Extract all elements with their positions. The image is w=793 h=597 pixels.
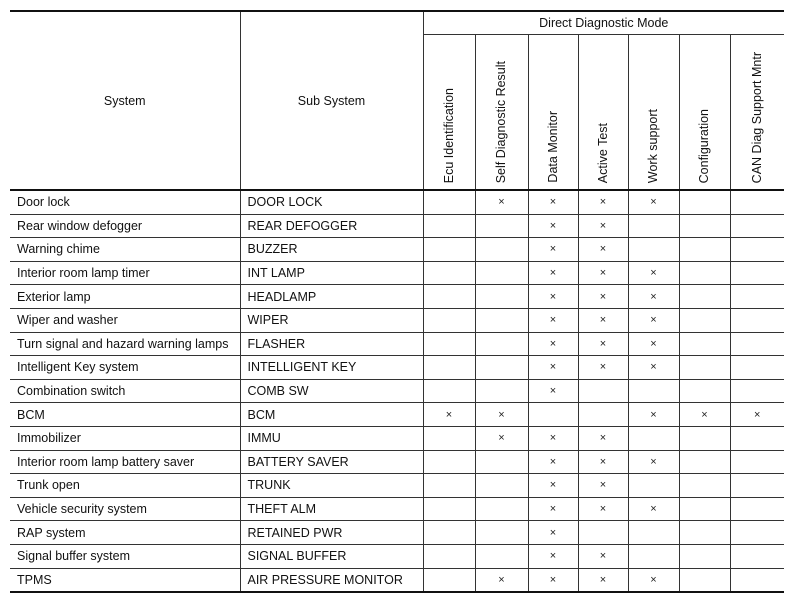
sub-system-cell: INT LAMP xyxy=(240,261,423,285)
system-cell: Turn signal and hazard warning lamps xyxy=(10,332,240,356)
system-cell: Combination switch xyxy=(10,379,240,403)
empty-cell xyxy=(730,214,784,238)
table-row xyxy=(10,190,784,214)
table-row xyxy=(10,214,784,238)
system-cell: Door lock xyxy=(10,190,240,214)
empty-cell xyxy=(423,261,475,285)
supported-mark-cell: × xyxy=(528,379,578,403)
system-cell: Vehicle security system xyxy=(10,497,240,521)
sub-system-cell: WIPER xyxy=(240,308,423,332)
empty-cell xyxy=(423,214,475,238)
header-row-top xyxy=(10,11,784,35)
sub-system-cell: THEFT ALM xyxy=(240,497,423,521)
empty-cell xyxy=(730,285,784,309)
supported-mark-cell: × xyxy=(679,403,730,427)
empty-cell xyxy=(730,332,784,356)
empty-cell xyxy=(679,261,730,285)
mode-label: Self Diagnostic Result xyxy=(494,60,509,183)
supported-mark-cell: × xyxy=(528,521,578,545)
empty-cell xyxy=(628,214,679,238)
direct-diagnostic-mode-header: Direct Diagnostic Mode xyxy=(423,11,784,35)
empty-cell xyxy=(475,238,528,262)
empty-cell xyxy=(679,450,730,474)
supported-mark-cell: × xyxy=(528,261,578,285)
empty-cell xyxy=(423,308,475,332)
supported-mark-cell: × xyxy=(578,426,628,450)
system-column-header: System xyxy=(10,11,240,190)
system-cell: Immobilizer xyxy=(10,426,240,450)
system-cell: Interior room lamp timer xyxy=(10,261,240,285)
supported-mark-cell: × xyxy=(528,285,578,309)
empty-cell xyxy=(475,521,528,545)
supported-mark-cell: × xyxy=(578,285,628,309)
empty-cell xyxy=(730,497,784,521)
system-cell: Wiper and washer xyxy=(10,308,240,332)
mode-label: CAN Diag Support Mntr xyxy=(750,51,764,183)
mode-header-configuration xyxy=(679,35,730,191)
empty-cell xyxy=(679,214,730,238)
mode-label: Data Monitor xyxy=(545,111,560,183)
empty-cell xyxy=(730,238,784,262)
supported-mark-cell: × xyxy=(578,450,628,474)
empty-cell xyxy=(475,308,528,332)
empty-cell xyxy=(423,544,475,568)
empty-cell xyxy=(730,379,784,403)
empty-cell xyxy=(578,379,628,403)
empty-cell xyxy=(628,426,679,450)
supported-mark-cell: × xyxy=(528,332,578,356)
mode-label: Configuration xyxy=(697,108,712,183)
mode-header-self-diagnostic-result xyxy=(475,35,528,191)
empty-cell xyxy=(475,474,528,498)
supported-mark-cell: × xyxy=(628,308,679,332)
table-row xyxy=(10,497,784,521)
supported-mark-cell: × xyxy=(628,332,679,356)
empty-cell xyxy=(475,544,528,568)
supported-mark-cell: × xyxy=(528,544,578,568)
supported-mark-cell: × xyxy=(528,450,578,474)
empty-cell xyxy=(475,356,528,380)
empty-cell xyxy=(679,238,730,262)
sub-system-cell: RETAINED PWR xyxy=(240,521,423,545)
sub-system-cell: IMMU xyxy=(240,426,423,450)
sub-system-cell: INTELLIGENT KEY xyxy=(240,356,423,380)
supported-mark-cell: × xyxy=(528,426,578,450)
sub-system-cell: TRUNK xyxy=(240,474,423,498)
empty-cell xyxy=(679,190,730,214)
diagnostic-mode-table xyxy=(10,10,784,593)
empty-cell xyxy=(730,426,784,450)
supported-mark-cell: × xyxy=(578,261,628,285)
supported-mark-cell: × xyxy=(423,403,475,427)
system-cell: RAP system xyxy=(10,521,240,545)
empty-cell xyxy=(423,238,475,262)
empty-cell xyxy=(679,285,730,309)
empty-cell xyxy=(578,521,628,545)
supported-mark-cell: × xyxy=(475,568,528,592)
system-cell: Exterior lamp xyxy=(10,285,240,309)
empty-cell xyxy=(578,403,628,427)
empty-cell xyxy=(628,238,679,262)
empty-cell xyxy=(423,450,475,474)
empty-cell xyxy=(475,261,528,285)
supported-mark-cell: × xyxy=(475,190,528,214)
empty-cell xyxy=(679,544,730,568)
empty-cell xyxy=(423,521,475,545)
empty-cell xyxy=(628,474,679,498)
supported-mark-cell: × xyxy=(628,403,679,427)
empty-cell xyxy=(423,568,475,592)
table-row xyxy=(10,521,784,545)
supported-mark-cell: × xyxy=(628,568,679,592)
supported-mark-cell: × xyxy=(628,285,679,309)
system-cell: BCM xyxy=(10,403,240,427)
supported-mark-cell: × xyxy=(475,403,528,427)
table-row xyxy=(10,403,784,427)
empty-cell xyxy=(475,497,528,521)
table-row xyxy=(10,238,784,262)
empty-cell xyxy=(730,568,784,592)
empty-cell xyxy=(679,332,730,356)
empty-cell xyxy=(679,308,730,332)
empty-cell xyxy=(730,261,784,285)
table-row xyxy=(10,544,784,568)
empty-cell xyxy=(730,474,784,498)
empty-cell xyxy=(423,497,475,521)
empty-cell xyxy=(730,356,784,380)
system-cell: Interior room lamp battery saver xyxy=(10,450,240,474)
empty-cell xyxy=(628,544,679,568)
supported-mark-cell: × xyxy=(628,190,679,214)
system-cell: Rear window defogger xyxy=(10,214,240,238)
sub-system-cell: BATTERY SAVER xyxy=(240,450,423,474)
empty-cell xyxy=(475,450,528,474)
supported-mark-cell: × xyxy=(578,332,628,356)
empty-cell xyxy=(679,474,730,498)
table-row xyxy=(10,474,784,498)
empty-cell xyxy=(679,568,730,592)
empty-cell xyxy=(679,356,730,380)
table-row xyxy=(10,568,784,592)
sub-system-cell: FLASHER xyxy=(240,332,423,356)
empty-cell xyxy=(730,190,784,214)
supported-mark-cell: × xyxy=(578,474,628,498)
table-row xyxy=(10,450,784,474)
empty-cell xyxy=(423,474,475,498)
sub-system-cell: DOOR LOCK xyxy=(240,190,423,214)
supported-mark-cell: × xyxy=(628,261,679,285)
empty-cell xyxy=(528,403,578,427)
mode-label: Ecu Identification xyxy=(441,87,456,183)
table-row xyxy=(10,379,784,403)
mode-header-ecu-identification xyxy=(423,35,475,191)
system-cell: Intelligent Key system xyxy=(10,356,240,380)
table-row xyxy=(10,285,784,309)
system-cell: Trunk open xyxy=(10,474,240,498)
sub-system-cell: AIR PRESSURE MONITOR xyxy=(240,568,423,592)
mode-header-active-test xyxy=(578,35,628,191)
supported-mark-cell: × xyxy=(528,356,578,380)
table-row xyxy=(10,332,784,356)
table-row xyxy=(10,356,784,380)
system-cell: TPMS xyxy=(10,568,240,592)
sub-system-cell: BUZZER xyxy=(240,238,423,262)
empty-cell xyxy=(423,190,475,214)
empty-cell xyxy=(730,450,784,474)
supported-mark-cell: × xyxy=(528,238,578,262)
empty-cell xyxy=(730,308,784,332)
empty-cell xyxy=(423,356,475,380)
supported-mark-cell: × xyxy=(730,403,784,427)
sub-system-column-header: Sub System xyxy=(240,11,423,190)
empty-cell xyxy=(423,426,475,450)
empty-cell xyxy=(730,544,784,568)
empty-cell xyxy=(628,521,679,545)
empty-cell xyxy=(730,521,784,545)
empty-cell xyxy=(475,285,528,309)
empty-cell xyxy=(423,379,475,403)
empty-cell xyxy=(475,379,528,403)
table-body xyxy=(10,190,784,592)
supported-mark-cell: × xyxy=(578,568,628,592)
sub-system-cell: COMB SW xyxy=(240,379,423,403)
empty-cell xyxy=(679,521,730,545)
supported-mark-cell: × xyxy=(528,474,578,498)
mode-header-can-diag-support-mntr xyxy=(730,35,784,191)
empty-cell xyxy=(679,426,730,450)
supported-mark-cell: × xyxy=(578,190,628,214)
supported-mark-cell: × xyxy=(628,450,679,474)
empty-cell xyxy=(423,285,475,309)
table-row xyxy=(10,308,784,332)
supported-mark-cell: × xyxy=(528,308,578,332)
empty-cell xyxy=(679,379,730,403)
table-row xyxy=(10,426,784,450)
sub-system-cell: REAR DEFOGGER xyxy=(240,214,423,238)
system-cell: Warning chime xyxy=(10,238,240,262)
supported-mark-cell: × xyxy=(578,308,628,332)
empty-cell xyxy=(628,379,679,403)
supported-mark-cell: × xyxy=(578,544,628,568)
mode-header-work-support xyxy=(628,35,679,191)
sub-system-cell: HEADLAMP xyxy=(240,285,423,309)
sub-system-cell: SIGNAL BUFFER xyxy=(240,544,423,568)
supported-mark-cell: × xyxy=(628,497,679,521)
table-row xyxy=(10,261,784,285)
supported-mark-cell: × xyxy=(528,190,578,214)
system-cell: Signal buffer system xyxy=(10,544,240,568)
supported-mark-cell: × xyxy=(475,426,528,450)
supported-mark-cell: × xyxy=(528,214,578,238)
empty-cell xyxy=(475,214,528,238)
supported-mark-cell: × xyxy=(528,497,578,521)
mode-label: Active Test xyxy=(595,122,610,183)
sub-system-cell: BCM xyxy=(240,403,423,427)
mode-header-data-monitor xyxy=(528,35,578,191)
mode-label: Work support xyxy=(646,108,661,183)
empty-cell xyxy=(679,497,730,521)
supported-mark-cell: × xyxy=(578,497,628,521)
empty-cell xyxy=(475,332,528,356)
supported-mark-cell: × xyxy=(578,214,628,238)
supported-mark-cell: × xyxy=(578,238,628,262)
supported-mark-cell: × xyxy=(628,356,679,380)
supported-mark-cell: × xyxy=(528,568,578,592)
supported-mark-cell: × xyxy=(578,356,628,380)
empty-cell xyxy=(423,332,475,356)
